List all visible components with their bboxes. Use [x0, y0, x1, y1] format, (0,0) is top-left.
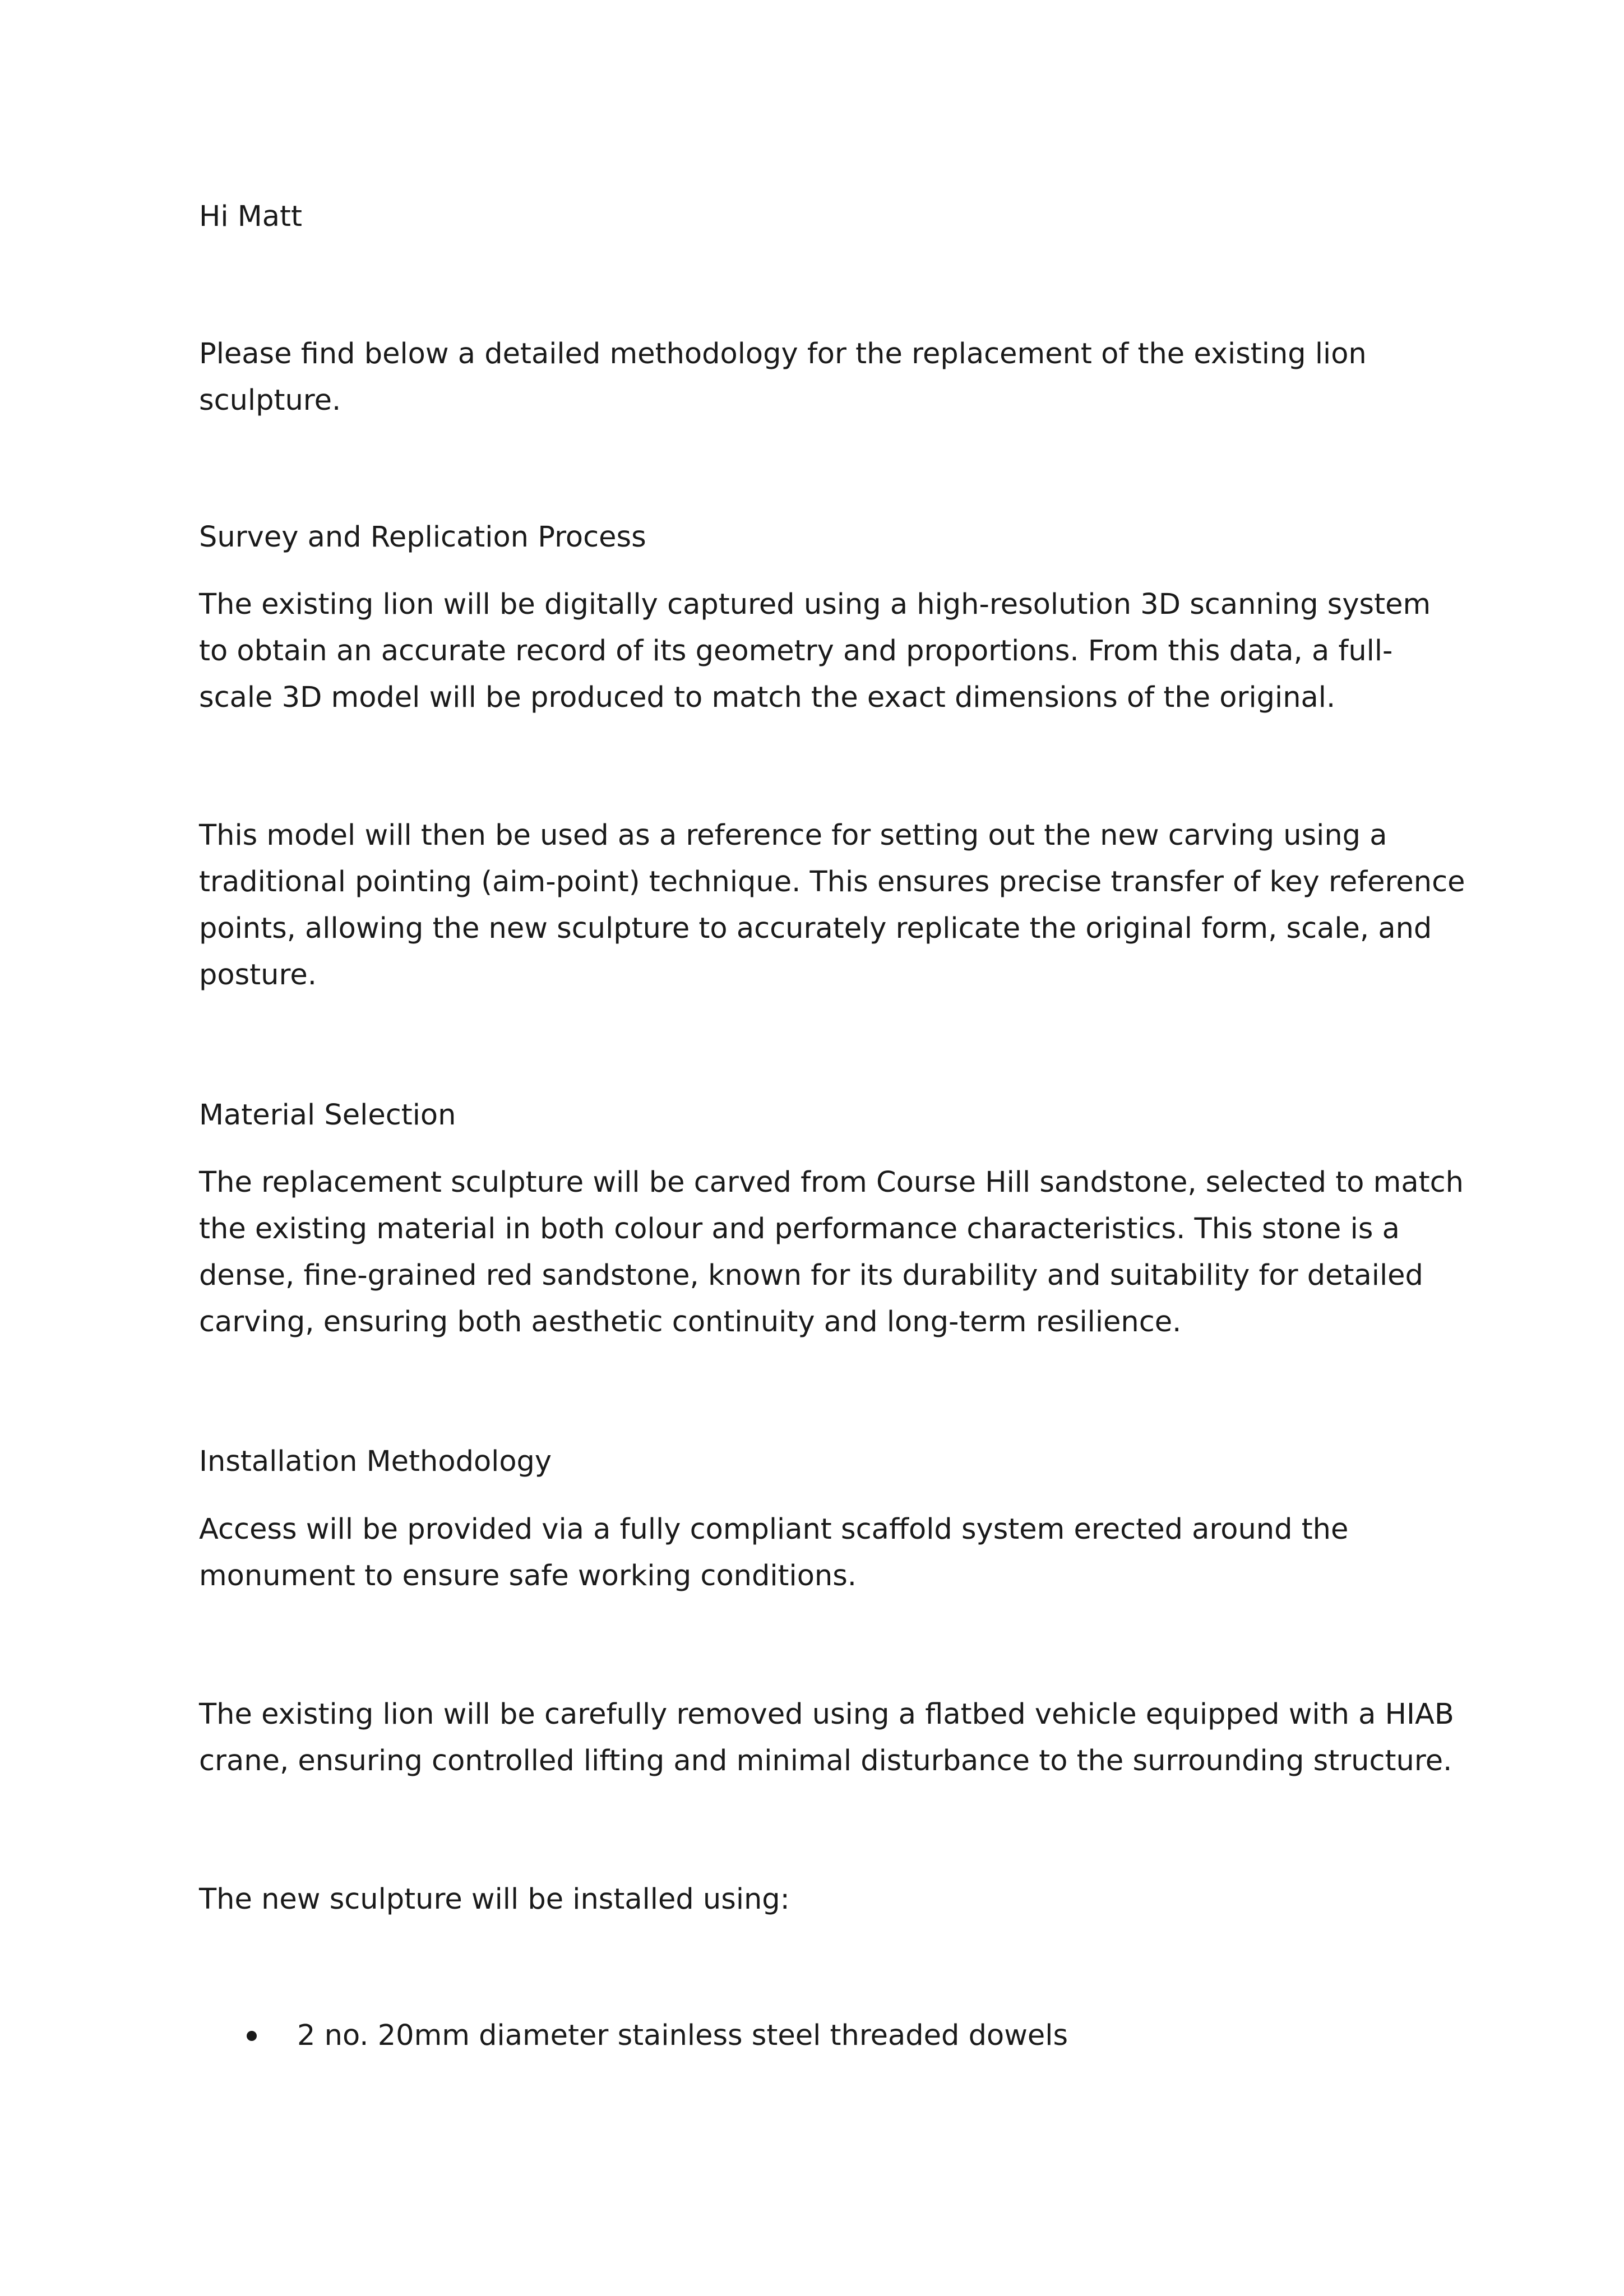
survey-paragraph-2: This model will then be used as a reference for setting out the new carving using a traditional pointing (aim-point) technique. This ensures precise transfer of key reference points, allowing the new sculpture to accurately replicate the original form, scale, and posture. — [199, 819, 1465, 992]
material-heading: Material Selection — [199, 1099, 456, 1132]
list-item-text: 2 no. 20mm diameter stainless steel threaded dowels — [297, 2019, 1068, 2052]
installation-heading: Installation Methodology — [199, 1445, 552, 1478]
bullet-icon — [247, 2031, 257, 2041]
installation-paragraph-2: The existing lion will be carefully removed using a flatbed vehicle equipped with a HIAB crane, ensuring controlled lifting and minimal disturbance to the surrounding structure. — [199, 1698, 1454, 1777]
installation-paragraph-3: The new sculpture will be installed using: — [199, 1883, 790, 1916]
survey-paragraph-1: The existing lion will be digitally captured using a high-resolution 3D scanning system to obtain an accurate record of its geometry and proportions. From this data, a full-scale 3D model will be produced to match the exact dimensions of the original. — [199, 588, 1431, 714]
intro-paragraph: Please find below a detailed methodology for the replacement of the existing lion sculpture. — [199, 337, 1367, 417]
material-paragraph-1: The replacement sculpture will be carved from Course Hill sandstone, selected to match the existing material in both colour and performance characteristics. This stone is a dense, fine-grained red sandstone, known for its durability and suitability for detailed carving, ensuring both aesthetic continuity and long-term resilience. — [199, 1166, 1464, 1339]
greeting: Hi Matt — [199, 200, 302, 233]
survey-heading: Survey and Replication Process — [199, 521, 646, 554]
list-item — [247, 2012, 1068, 2059]
installation-paragraph-1: Access will be provided via a fully compliant scaffold system erected around the monument to ensure safe working conditions. — [199, 1513, 1349, 1593]
